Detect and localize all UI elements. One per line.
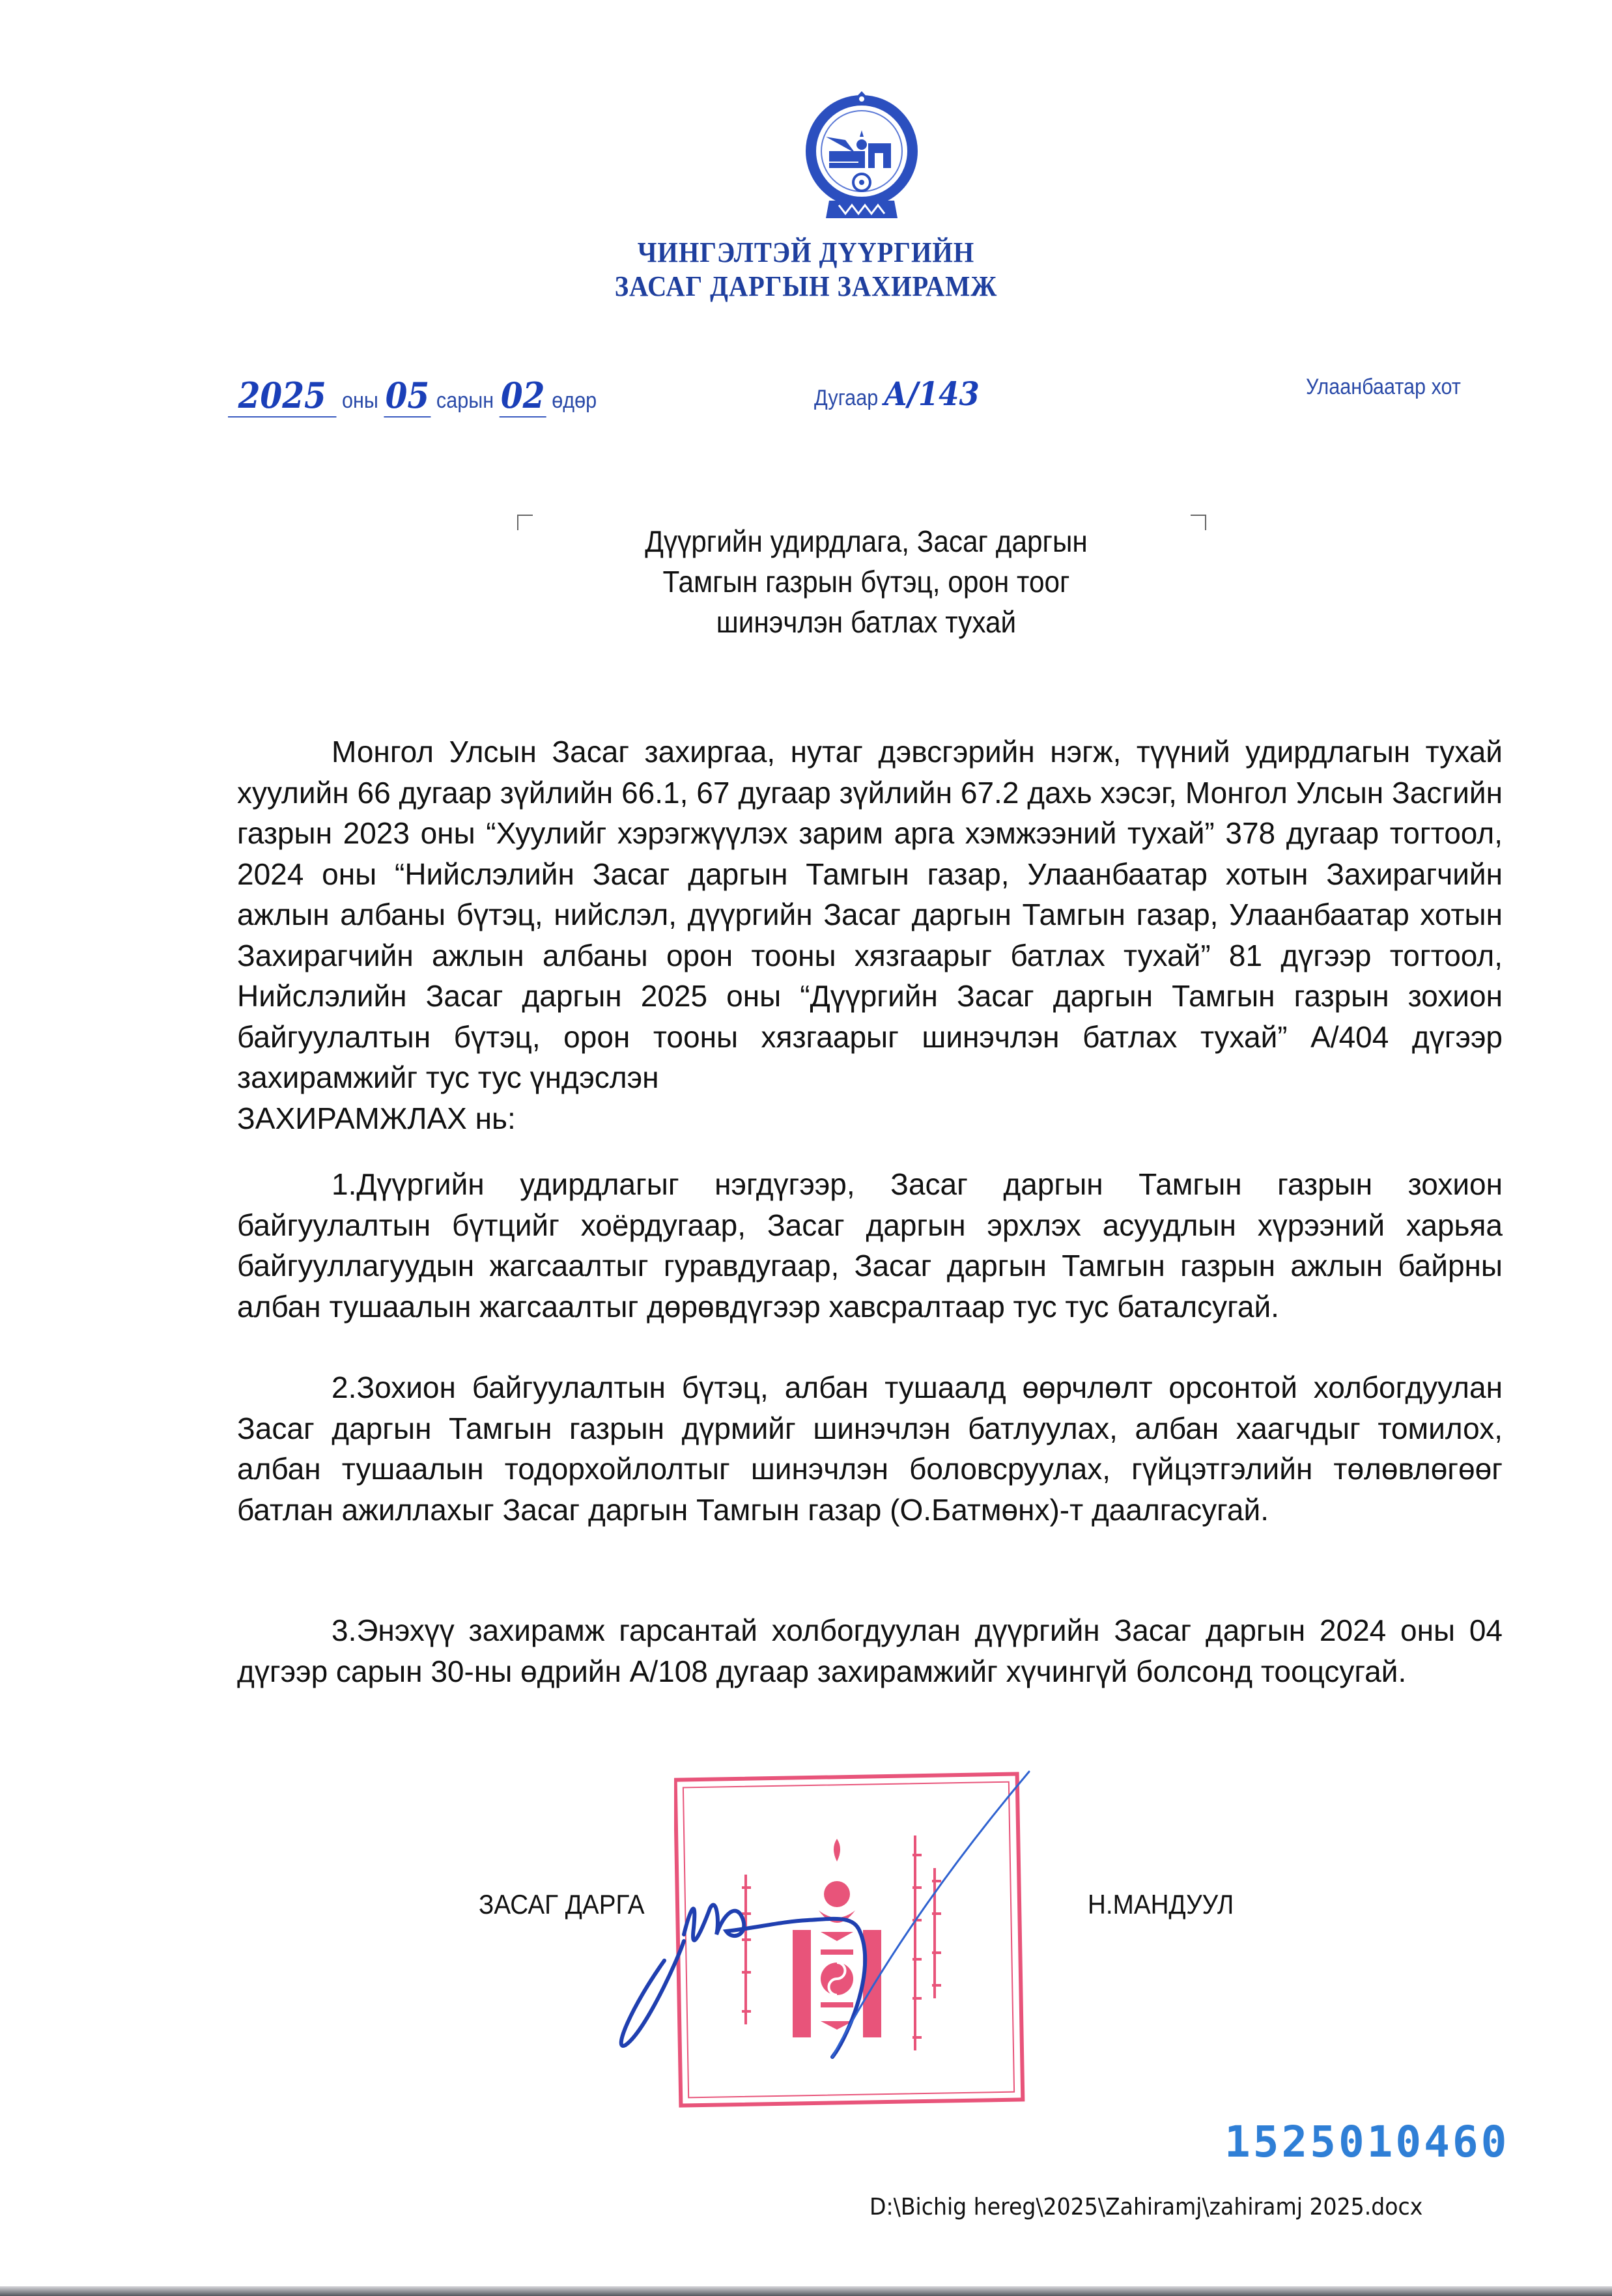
- registration-number-stamp: 1525010460: [1224, 2117, 1510, 2167]
- document-subject: [567, 521, 1166, 642]
- decree-item-1: [237, 1164, 1503, 1327]
- file-path: D:\Bichig hereg\2025\Zahiramj\zahiramj 2025.docx: [870, 2194, 1423, 2220]
- subject-line: шинэчлэн батлах тухай: [716, 605, 1017, 639]
- city: Улаанбаатар хот: [1306, 375, 1461, 399]
- preamble-paragraph: [237, 731, 1503, 1139]
- decree-word: ЗАХИРАМЖЛАХ нь:: [237, 1101, 516, 1135]
- date-month: 05: [385, 375, 430, 416]
- official-seal-icon: [674, 1764, 1029, 2109]
- date-day: 02: [500, 375, 545, 416]
- preamble-text: Монгол Улсын Засаг захиргаа, нутаг дэвсгэрийн нэгж, түүний удирдлагын тухай хуулийн 66 дугаар зүйлийн 66.1, 67 дугаар зүйлийн 67.2 дахь хэсэг, Монгол Улсын Засгийн газрын 2023 оны “Хуулийг хэрэгжүүлэх зарим арга хэмжээний тухай” 378 дугаар тогтоол, 2024 оны “Нийслэлийн Засаг даргын Тамгын газар, Улаанбаатар хотын Захирагчийн ажлын албаны бүтэц, нийслэл, дүүргийн Засаг даргын Тамгын газар, Улаанбаатар хотын Захирагчийн ажлын албаны орон тооны хязгаарыг батлах тухай” 81 дүгээр тогтоол, Нийслэлийн Засаг даргын 2025 оны “Дүүргийн Засаг даргын Тамгын газрын зохион байгуулалтын бүтэц, орон тооны хязгаарыг шинэчлэн батлах тухай” А/404 дүгээр захирамжийг тус тус үндэслэн: [237, 735, 1503, 1094]
- number-value: А/143: [883, 375, 980, 413]
- organization-name-line1: ЧИНГЭЛТЭЙ ДҮҮРГИЙН: [637, 236, 975, 268]
- mongolia-state-emblem-icon: [793, 91, 930, 221]
- date-year-suffix: оны: [342, 388, 378, 413]
- decree-item-text: 3.Энэхүү захирамж гарсантай холбогдуулан дүүргийн Засаг даргын 2024 оны 04 дүгээр сарын 30-ны өдрийн А/108 дугаар захирамжийг хүчингүй болсонд тооцсугай.: [237, 1613, 1503, 1688]
- scan-edge-shadow: [0, 2286, 1612, 2296]
- date-year: 2025: [238, 375, 326, 416]
- decree-item-3: [237, 1610, 1503, 1692]
- subject-line: Тамгын газрын бүтэц, орон тоог: [662, 565, 1070, 599]
- decree-item-text: 1.Дүүргийн удирдлагыг нэгдүгээр, Засаг даргын Тамгын газрын зохион байгуулалтын бүтцийг хоёрдугаар, Засаг даргын эрхлэх асуудлын хүрээний харьяа байгууллагуудын жагсаалтыг гуравдугаар, Засаг даргын Тамгын газрын ажлын байрны албан тушаалын жагсаалтыг дөрөвдүгээр хавсралтаар тус тус баталсугай.: [237, 1167, 1503, 1324]
- decree-item-2: [237, 1367, 1503, 1530]
- date-day-suffix: өдөр: [552, 388, 597, 413]
- signatory-title: ЗАСАГ ДАРГА: [479, 1889, 645, 1920]
- subject-corner-mark-right: [1191, 515, 1206, 530]
- subject-corner-mark-left: [517, 515, 533, 530]
- decree-item-text: 2.Зохион байгуулалтын бүтэц, албан тушаалд өөрчлөлт орсонтой холбогдуулан Засаг даргын Тамгын газрын дүрмийг шинэчлэн батлуулах, албан хаагчдыг томилох, албан тушаалын тодорхойлолтыг шинэчлэн боловсруулах, гүйцэтгэлийн төлөвлөгөөг батлан ажиллахыг Засаг даргын Тамгын газар (О.Батмөнх)-т даалгасугай.: [237, 1370, 1503, 1527]
- subject-line: Дүүргийн удирдлага, Засаг даргын: [645, 524, 1088, 558]
- date-line: [228, 375, 597, 418]
- organization-name-line2: ЗАСАГ ДАРГЫН ЗАХИРАМЖ: [614, 270, 998, 302]
- date-month-suffix: сарын: [436, 388, 494, 413]
- signatory-name: Н.МАНДУУЛ: [1088, 1889, 1234, 1920]
- number-label: Дугаар: [814, 386, 879, 410]
- document-number: [814, 375, 980, 413]
